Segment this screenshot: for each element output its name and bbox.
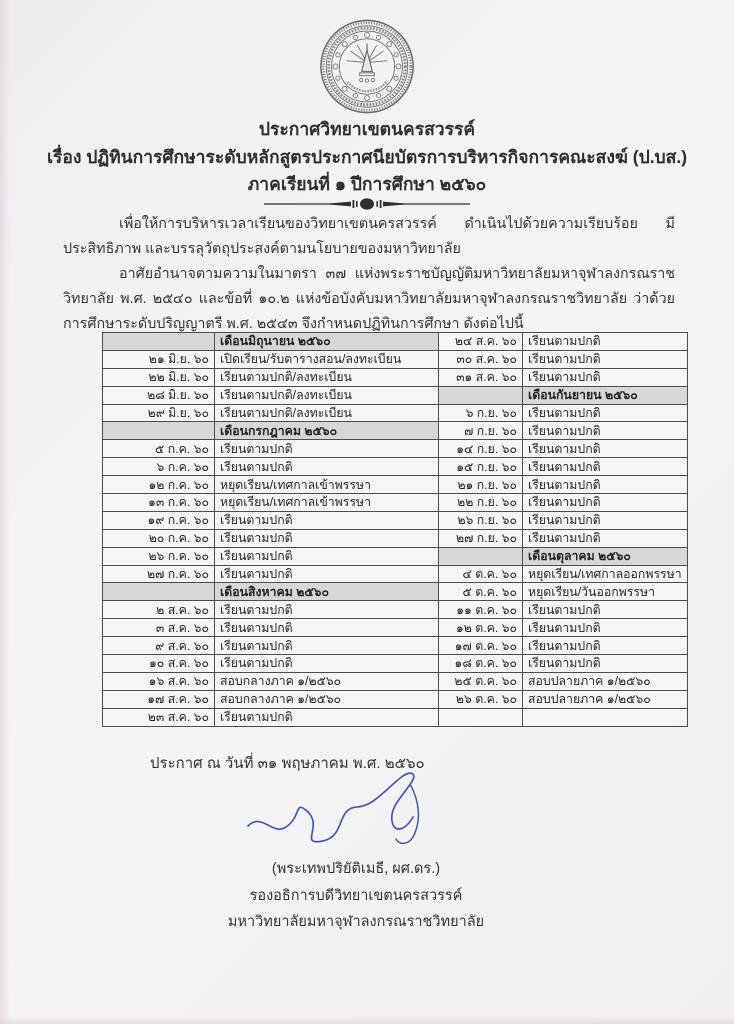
table-row: [103, 511, 688, 529]
table-row: [103, 333, 688, 351]
signer-title: รองอธิการบดีวิทยาเขตนครสวรรค์: [249, 887, 463, 904]
table-row: [103, 440, 688, 458]
date-cell: ๓๑ ส.ค. ๖๐: [439, 368, 523, 386]
activity-cell: เรียนตามปกติ: [215, 655, 439, 673]
activity-cell: เรียนตามปกติ: [215, 511, 439, 529]
table-row: [103, 422, 688, 440]
activity-cell: หยุดเรียน/เทศกาลออกพรรษา: [523, 565, 688, 583]
date-cell: ๖ ก.ย. ๖๐: [439, 404, 523, 422]
table-row: [103, 547, 688, 565]
activity-cell: เรียนตามปกติ: [215, 708, 439, 726]
activity-cell: เรียนตามปกติ: [523, 458, 688, 476]
activity-cell: เรียนตามปกติ/ลงทะเบียน: [215, 368, 439, 386]
table-row: [103, 690, 688, 708]
activity-cell: เรียนตามปกติ: [523, 404, 688, 422]
date-cell: ๑๔ ก.ย. ๖๐: [439, 440, 523, 458]
date-cell: ๒๒ ก.ย. ๖๐: [439, 494, 523, 512]
activity-cell: เรียนตามปกติ: [215, 547, 439, 565]
month-header-spacer-cell: [103, 333, 215, 351]
activity-cell: เปิดเรียน/รับตารางสอน/ลงทะเบียน: [215, 350, 439, 368]
table-row: [103, 529, 688, 547]
date-cell: ๑๗ ส.ค. ๖๐: [103, 690, 215, 708]
activity-cell: สอบกลางภาค ๑/๒๕๖๐: [215, 690, 439, 708]
month-header-cell: เดือนกันยายน ๒๕๖๐: [523, 386, 688, 404]
month-header-spacer-cell: [439, 547, 523, 565]
activity-cell: เรียนตามปกติ: [523, 494, 688, 512]
month-header-cell: เดือนกรกฎาคม ๒๕๖๐: [215, 422, 439, 440]
table-row: [103, 583, 688, 601]
date-cell: ๒๖ ก.ย. ๖๐: [439, 511, 523, 529]
activity-cell: สอบกลางภาค ๑/๒๕๖๐: [215, 672, 439, 690]
activity-cell: สอบปลายภาค ๑/๒๕๖๐: [523, 690, 688, 708]
date-cell: ๒๐ ก.ค. ๖๐: [103, 529, 215, 547]
calendar-table-wrap: [102, 332, 688, 727]
calendar-table-body: [103, 333, 688, 727]
date-cell: ๒๗ ก.ค. ๖๐: [103, 565, 215, 583]
announce-date-line: ประกาศ ณ วันที่ ๓๑ พฤษภาคม พ.ศ. ๒๕๖๐: [150, 755, 425, 772]
announcement-issuer: ประกาศวิทยาเขตนครสวรรค์: [258, 119, 476, 139]
table-row: [103, 637, 688, 655]
date-cell: ๒๒ มิ.ย. ๖๐: [103, 368, 215, 386]
activity-cell: หยุดเรียน/วันออกพรรษา: [523, 583, 688, 601]
date-cell: ๑๓ ก.ค. ๖๐: [103, 494, 215, 512]
month-header-spacer-cell: [103, 583, 215, 601]
month-header-cell: เดือนมิถุนายน ๒๕๖๐: [215, 333, 439, 351]
preamble-paragraph-2: อาศัยอำนาจตามความในมาตรา ๓๗ แห่งพระราชบัญญัติมหาวิทยาลัยมหาจุฬาลงกรณราชวิทยาลัย พ.ศ. ๒๕๔๐ และข้อที่ ๑๐.๒ แห่งข้อบังคับมหาวิทยาลัยมหาจุฬาลงกรณราชวิทยาลัย ว่าด้วยการศึกษาระดับปริญญาตรี พ.ศ. ๒๕๔๓ จึงกำหนดปฏิทินการศึกษา ดังต่อไปนี้: [63, 266, 675, 332]
activity-cell: เรียนตามปกติ: [523, 601, 688, 619]
date-cell: ๖ ก.ค. ๖๐: [103, 458, 215, 476]
activity-cell: เรียนตามปกติ: [523, 529, 688, 547]
calendar-table: [102, 332, 688, 727]
activity-cell: เรียนตามปกติ/ลงทะเบียน: [215, 404, 439, 422]
activity-cell: เรียนตามปกติ: [523, 350, 688, 368]
date-cell: ๔ ต.ค. ๖๐: [439, 565, 523, 583]
date-cell: ๑๗ ต.ค. ๖๐: [439, 637, 523, 655]
table-row: [103, 655, 688, 673]
date-cell: ๒๔ ส.ค. ๖๐: [439, 333, 523, 351]
table-row: [103, 494, 688, 512]
table-row: [103, 672, 688, 690]
table-row: [103, 476, 688, 494]
activity-cell: เรียนตามปกติ: [215, 601, 439, 619]
table-row: [103, 565, 688, 583]
date-cell: ๒๓ ส.ค. ๖๐: [103, 708, 215, 726]
table-row: [103, 708, 688, 726]
signature-ink-icon: [240, 770, 450, 863]
table-row: [103, 619, 688, 637]
date-cell: ๙ ส.ค. ๖๐: [103, 637, 215, 655]
date-cell: ๓ ส.ค. ๖๐: [103, 619, 215, 637]
activity-cell: เรียนตามปกติ: [523, 476, 688, 494]
date-cell: ๑๐ ส.ค. ๖๐: [103, 655, 215, 673]
table-row: [103, 404, 688, 422]
table-row: [103, 368, 688, 386]
signer-block: [0, 856, 712, 936]
date-cell: ๑๘ ต.ค. ๖๐: [439, 655, 523, 673]
activity-cell: เรียนตามปกติ: [523, 637, 688, 655]
date-cell: ๒๗ ก.ย. ๖๐: [439, 529, 523, 547]
activity-cell: เรียนตามปกติ: [523, 440, 688, 458]
month-header-spacer-cell: [439, 386, 523, 404]
month-header-cell: เดือนตุลาคม ๒๕๖๐: [523, 547, 688, 565]
activity-cell: เรียนตามปกติ: [523, 619, 688, 637]
activity-cell: หยุดเรียน/เทศกาลเข้าพรรษา: [215, 494, 439, 512]
date-cell: ๒๙ มิ.ย. ๖๐: [103, 404, 215, 422]
date-cell: ๓๐ ส.ค. ๖๐: [439, 350, 523, 368]
date-cell: ๗ ก.ย. ๖๐: [439, 422, 523, 440]
date-cell: ๒๖ ต.ค. ๖๐: [439, 690, 523, 708]
scan-edge-shadow-bottom: [0, 1016, 734, 1024]
activity-cell: เรียนตามปกติ: [215, 637, 439, 655]
activity-cell: เรียนตามปกติ: [215, 529, 439, 547]
table-row: [103, 386, 688, 404]
date-cell: ๒๑ ก.ย. ๖๐: [439, 476, 523, 494]
activity-cell: เรียนตามปกติ: [523, 333, 688, 351]
date-cell: ๑๖ ส.ค. ๖๐: [103, 672, 215, 690]
date-cell: ๒๕ ต.ค. ๖๐: [439, 672, 523, 690]
activity-cell: เรียนตามปกติ/ลงทะเบียน: [215, 386, 439, 404]
signer-name: (พระเทพปริยัติเมธี, ผศ.ดร.): [271, 861, 441, 877]
date-cell: ๒ ส.ค. ๖๐: [103, 601, 215, 619]
activity-cell: สอบปลายภาค ๑/๒๕๖๐: [523, 672, 688, 690]
date-cell: ๒๖ ก.ค. ๖๐: [103, 547, 215, 565]
date-cell: ๑๕ ก.ย. ๖๐: [439, 458, 523, 476]
date-cell: ๕ ต.ค. ๖๐: [439, 583, 523, 601]
university-seal-icon: [319, 18, 416, 120]
activity-cell: หยุดเรียน/เทศกาลเข้าพรรษา: [215, 476, 439, 494]
announcement-subject: เรื่อง ปฏิทินการศึกษาระดับหลักสูตรประกาศนียบัตรการบริหารกิจการคณะสงฆ์ (ป.บส.): [46, 146, 688, 167]
table-row: [103, 458, 688, 476]
activity-cell: เรียนตามปกติ: [215, 458, 439, 476]
date-cell: ๕ ก.ค. ๖๐: [103, 440, 215, 458]
month-header-cell: เดือนสิงหาคม ๒๕๖๐: [215, 583, 439, 601]
activity-cell: [523, 708, 688, 726]
announcement-term: ภาคเรียนที่ ๑ ปีการศึกษา ๒๕๖๐: [247, 174, 487, 194]
activity-cell: เรียนตามปกติ: [215, 619, 439, 637]
date-cell: ๑๒ ก.ค. ๖๐: [103, 476, 215, 494]
activity-cell: เรียนตามปกติ: [523, 511, 688, 529]
preamble: [63, 212, 675, 337]
announcement-title-block: [0, 116, 734, 199]
preamble-paragraph-1: เพื่อให้การบริหารเวลาเรียนของวิทยาเขตนครสวรรค์ ดำเนินไปด้วยความเรียบร้อย มีประสิทธิภาพ และบรรลุวัตถุประสงค์ตามนโยบายของมหาวิทยาลัย: [63, 216, 675, 257]
date-cell: ๑๑ ต.ค. ๖๐: [439, 601, 523, 619]
activity-cell: เรียนตามปกติ: [215, 440, 439, 458]
activity-cell: เรียนตามปกติ: [523, 655, 688, 673]
table-row: [103, 350, 688, 368]
activity-cell: เรียนตามปกติ: [215, 565, 439, 583]
date-cell: ๒๘ มิ.ย. ๖๐: [103, 386, 215, 404]
signer-org: มหาวิทยาลัยมหาจุฬาลงกรณราชวิทยาลัย: [227, 914, 485, 930]
activity-cell: เรียนตามปกติ: [523, 368, 688, 386]
date-cell: [439, 708, 523, 726]
month-header-spacer-cell: [103, 422, 215, 440]
date-cell: ๑๙ ก.ค. ๖๐: [103, 511, 215, 529]
date-cell: ๒๑ มิ.ย. ๖๐: [103, 350, 215, 368]
table-row: [103, 601, 688, 619]
activity-cell: เรียนตามปกติ: [523, 422, 688, 440]
date-cell: ๑๒ ต.ค. ๖๐: [439, 619, 523, 637]
